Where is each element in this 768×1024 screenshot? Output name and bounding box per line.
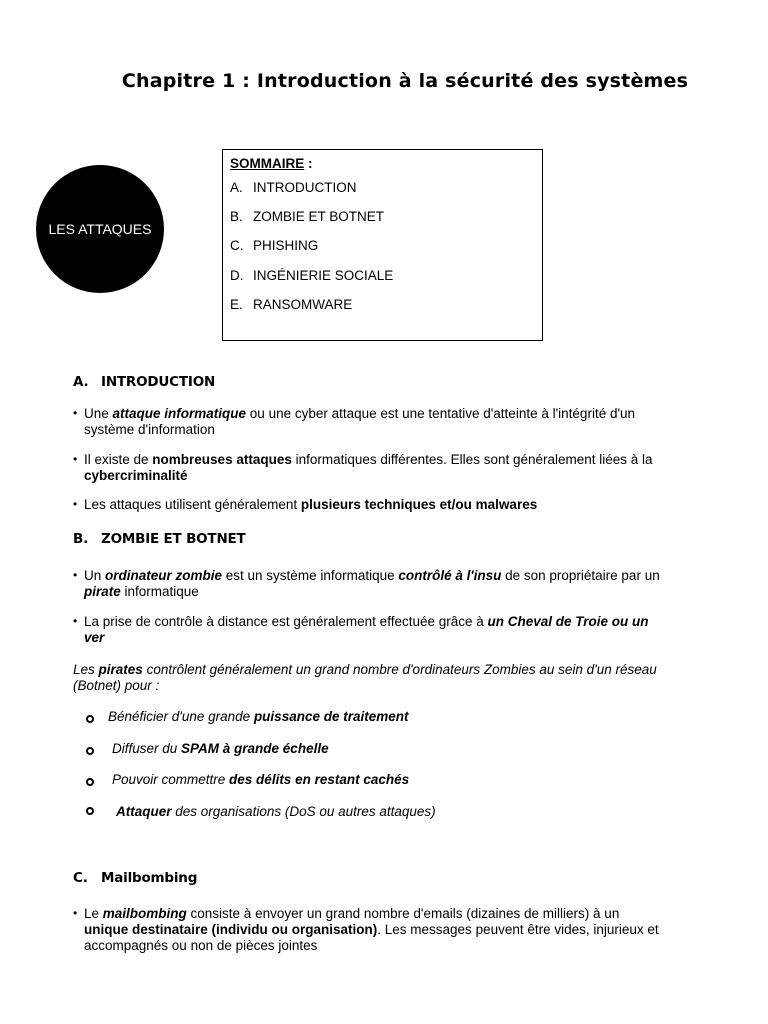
topic-badge-label: LES ATTAQUES bbox=[48, 221, 152, 237]
list-item: Diffuser du SPAM à grande échelle bbox=[86, 741, 329, 756]
circle-bullet-icon bbox=[86, 747, 94, 755]
bullet-icon: • bbox=[73, 497, 78, 511]
toc-heading: SOMMAIRE : bbox=[230, 156, 313, 171]
toc-item: B. ZOMBIE ET BOTNET bbox=[230, 209, 385, 225]
bullet-item: • Il existe de nombreuses attaques informatiques différentes. Elles sont généralement liées à la cybercriminalité bbox=[73, 452, 653, 483]
bullet-item: • La prise de contrôle à distance est généralement effectuée grâce à un Cheval de Troie ou un ver bbox=[73, 614, 649, 645]
page-title: Chapitre 1 : Introduction à la sécurité des systèmes bbox=[121, 70, 689, 92]
circle-bullet-icon bbox=[86, 807, 94, 815]
bullet-item: • Les attaques utilisent généralement plusieurs techniques et/ou malwares bbox=[73, 497, 538, 512]
bullet-icon: • bbox=[73, 452, 78, 466]
list-item: Attaquer des organisations (DoS ou autres attaques) bbox=[86, 804, 436, 819]
table-of-contents bbox=[222, 149, 543, 341]
topic-badge bbox=[36, 165, 164, 293]
circle-bullet-icon bbox=[86, 715, 94, 723]
bullet-icon: • bbox=[73, 406, 78, 420]
toc-item: A. INTRODUCTION bbox=[230, 180, 357, 195]
circle-bullet-icon bbox=[86, 778, 94, 786]
toc-item: C. PHISHING bbox=[230, 238, 319, 254]
bullet-item: • Le mailbombing consiste à envoyer un grand nombre d'emails (dizaines de milliers) à un unique destinataire (individu ou organisation). Les messages peuvent être vides, injurieux et accompagnés ou non de pièces jointes bbox=[73, 906, 659, 953]
section-heading-b: B. ZOMBIE ET BOTNET bbox=[73, 531, 246, 547]
list-item: Pouvoir commettre des délits en restant cachés bbox=[86, 772, 409, 787]
section-heading-c: C. Mailbombing bbox=[73, 870, 198, 886]
bullet-icon: • bbox=[73, 906, 78, 920]
toc-item: E. RANSOMWARE bbox=[230, 296, 353, 312]
list-item: Bénéficier d'une grande puissance de traitement bbox=[86, 709, 409, 724]
bullet-icon: • bbox=[73, 568, 78, 582]
bullet-item: • Un ordinateur zombie est un système informatique contrôlé à l'insu de son propriétaire par un pirate informatique bbox=[73, 568, 660, 599]
section-heading-a: A. INTRODUCTION bbox=[73, 374, 216, 390]
toc-item: D. INGÉNIERIE SOCIALE bbox=[230, 267, 394, 283]
bullet-icon: • bbox=[73, 614, 78, 628]
botnet-paragraph: Les pirates contrôlent généralement un grand nombre d'ordinateurs Zombies au sein d'un réseau (Botnet) pour : bbox=[73, 662, 657, 693]
bullet-item: • Une attaque informatique ou une cyber attaque est une tentative d'atteinte à l'intégrité d'un système d'information bbox=[73, 406, 636, 437]
